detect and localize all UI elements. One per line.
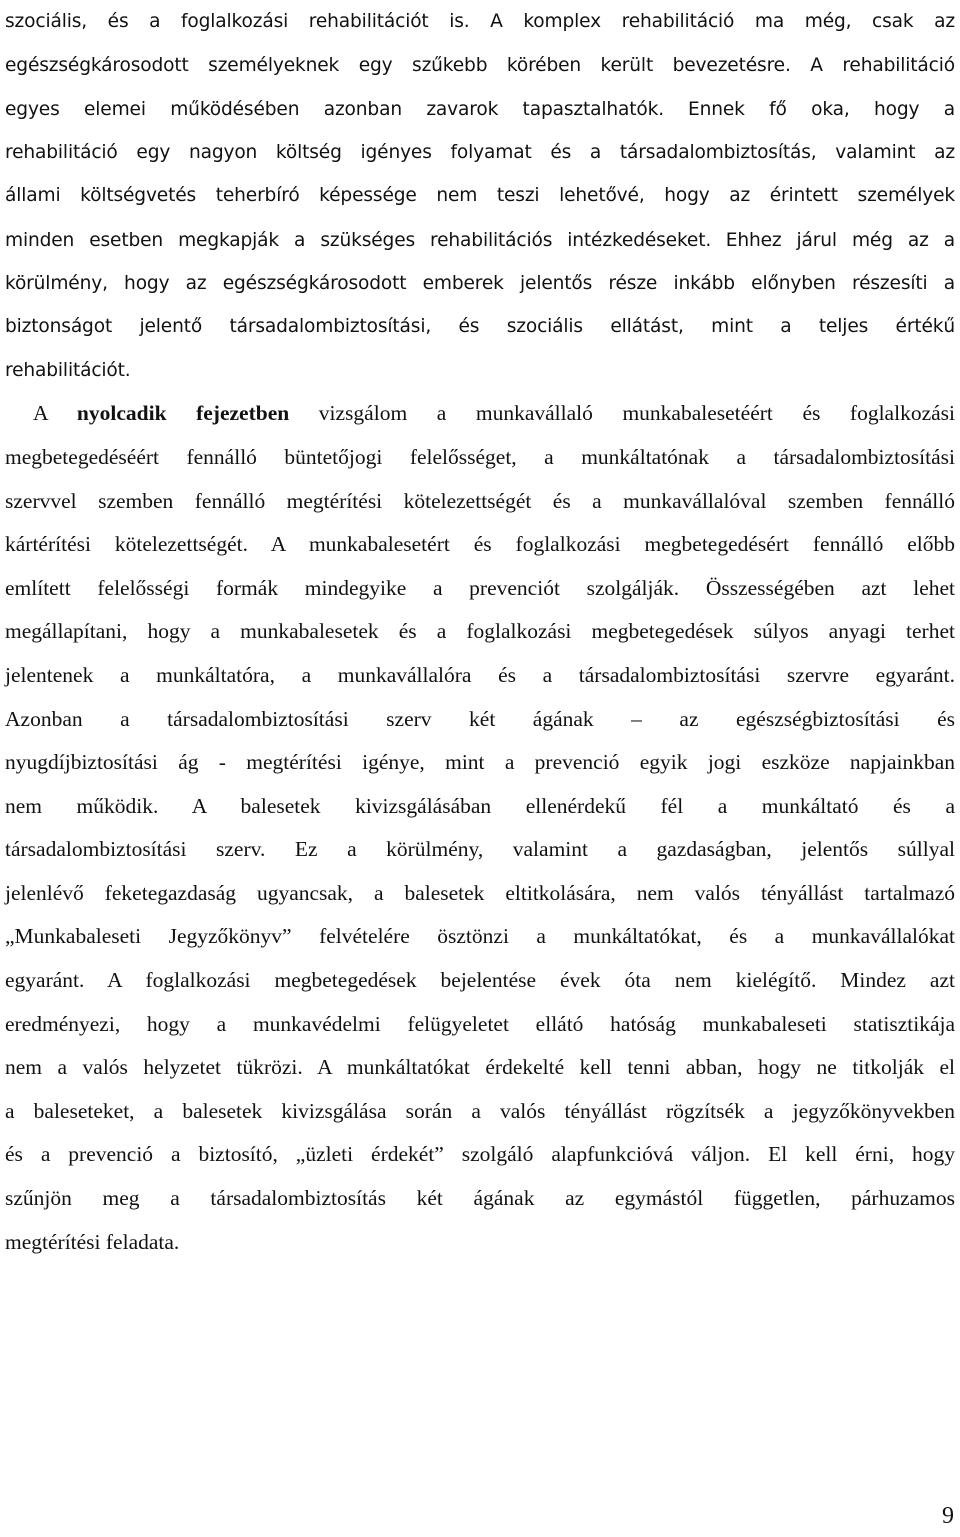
text-line: rehabilitációt. bbox=[5, 359, 131, 381]
paragraph-rehabilitation bbox=[5, 0, 955, 392]
text-segment: vizsgálom a munkavállaló munkabalesetéért és foglalkozási bbox=[289, 401, 956, 426]
text-line: jelentenek a munkáltatóra, a munkavállalóra és a társadalombiztosítási szervre egyaránt. bbox=[5, 662, 955, 687]
text-line: jelenlévő feketegazdaság ugyancsak, a balesetek eltitkolására, nem valós tényállást tartalmazó bbox=[5, 880, 955, 905]
text-line: egyaránt. A foglalkozási megbetegedések bejelentése évek óta nem kielégítő. Mindez azt bbox=[5, 968, 955, 993]
text-line: rehabilitáció egy nagyon költség igényes folyamat és a társadalombiztosítás, valamint az bbox=[5, 141, 955, 163]
text-segment: egyes elemei működésében azonban zavarok tapasztalhatók. bbox=[5, 99, 665, 121]
text-line: megállapítani, hogy a munkabalesetek és a foglalkozási megbetegedések súlyos anyagi terhet bbox=[5, 619, 955, 644]
document-page bbox=[5, 0, 955, 1264]
text-line: szervvel szemben fennálló megtérítési kötelezettségét és a munkavállalóval szemben fennálló bbox=[5, 488, 955, 513]
text-line: és a prevenció a biztosító, „üzleti érdekét” szolgáló alapfunkcióvá váljon. El kell érni, hogy bbox=[5, 1142, 955, 1167]
text-line: megtérítési feladata. bbox=[5, 1229, 180, 1254]
text-line: szociális, és a foglalkozási rehabilitációt is. A komplex rehabilitáció ma még, csak az bbox=[5, 11, 955, 32]
text-line: szűnjön meg a társadalombiztosítás két ágának az egymástól független, párhuzamos bbox=[5, 1186, 955, 1211]
chapter-reference: nyolcadik fejezetben bbox=[76, 401, 290, 426]
paragraph-chapter-eight bbox=[5, 392, 955, 1264]
text-line: társadalombiztosítási szerv. Ez a körülmény, valamint a gazdaságban, jelentős súllyal bbox=[5, 837, 955, 862]
text-segment: minden esetben megkapják a szükséges rehabilitációs intézkedéseket. bbox=[5, 229, 712, 251]
text-line: Azonban a társadalombiztosítási szerv két ágának – az egészségbiztosítási és bbox=[5, 706, 955, 731]
text-line: eredményezi, hogy a munkavédelmi felügyeletet ellátó hatóság munkabaleseti statisztikája bbox=[5, 1011, 955, 1036]
text-line-mixed bbox=[5, 218, 955, 262]
text-segment bbox=[664, 96, 688, 120]
text-line-lead bbox=[5, 392, 955, 436]
text-line: említett felelősségi formák mindegyike a prevenciót szolgálják. Összességében azt lehet bbox=[5, 575, 955, 600]
text-line: nyugdíjbiztosítási ág - megtérítési igénye, mint a prevenció egyik jogi eszköze napjainkban bbox=[5, 750, 955, 775]
text-line: biztonságot jelentő társadalombiztosítási, és szociális ellátást, mint a teljes értékű bbox=[5, 316, 955, 338]
text-line: kártérítési kötelezettségét. A munkabalesetért és foglalkozási megbetegedésért fennálló előbb bbox=[5, 532, 955, 557]
text-segment bbox=[711, 227, 726, 251]
text-line: nem a valós helyzetet tükrözi. A munkáltatókat érdekelté kell tenni abban, hogy ne titkolják el bbox=[5, 1055, 955, 1080]
text-segment: Ehhez járul még az a bbox=[725, 229, 956, 251]
text-line: megbetegedéséért fennálló büntetőjogi felelősséget, a munkáltatónak a társadalombiztosítási bbox=[5, 444, 955, 469]
text-line: „Munkabaleseti Jegyzőkönyv” felvételére ösztönzi a munkáltatókat, és a munkavállalókat bbox=[5, 924, 955, 949]
text-line: a baleseteket, a balesetek kivizsgálása során a valós tényállást rögzítsék a jegyzőkönyvekben bbox=[5, 1098, 955, 1123]
text-line: nem működik. A balesetek kivizsgálásában ellenérdekű fél a munkáltató és a bbox=[5, 793, 955, 818]
text-segment: Ennek fő oka, hogy a bbox=[688, 99, 955, 121]
text-line: egészségkárosodott személyeknek egy szűkebb körében került bevezetésre. A rehabilitáció bbox=[5, 54, 955, 76]
text-segment: A bbox=[33, 401, 77, 426]
page-number: 9 bbox=[942, 1503, 954, 1529]
text-line: állami költségvetés teherbíró képessége nem teszi lehetővé, hogy az érintett személyek bbox=[5, 185, 955, 207]
text-line-mixed bbox=[5, 87, 955, 131]
text-line: körülmény, hogy az egészségkárosodott emberek jelentős része inkább előnyben részesíti a bbox=[5, 272, 955, 294]
